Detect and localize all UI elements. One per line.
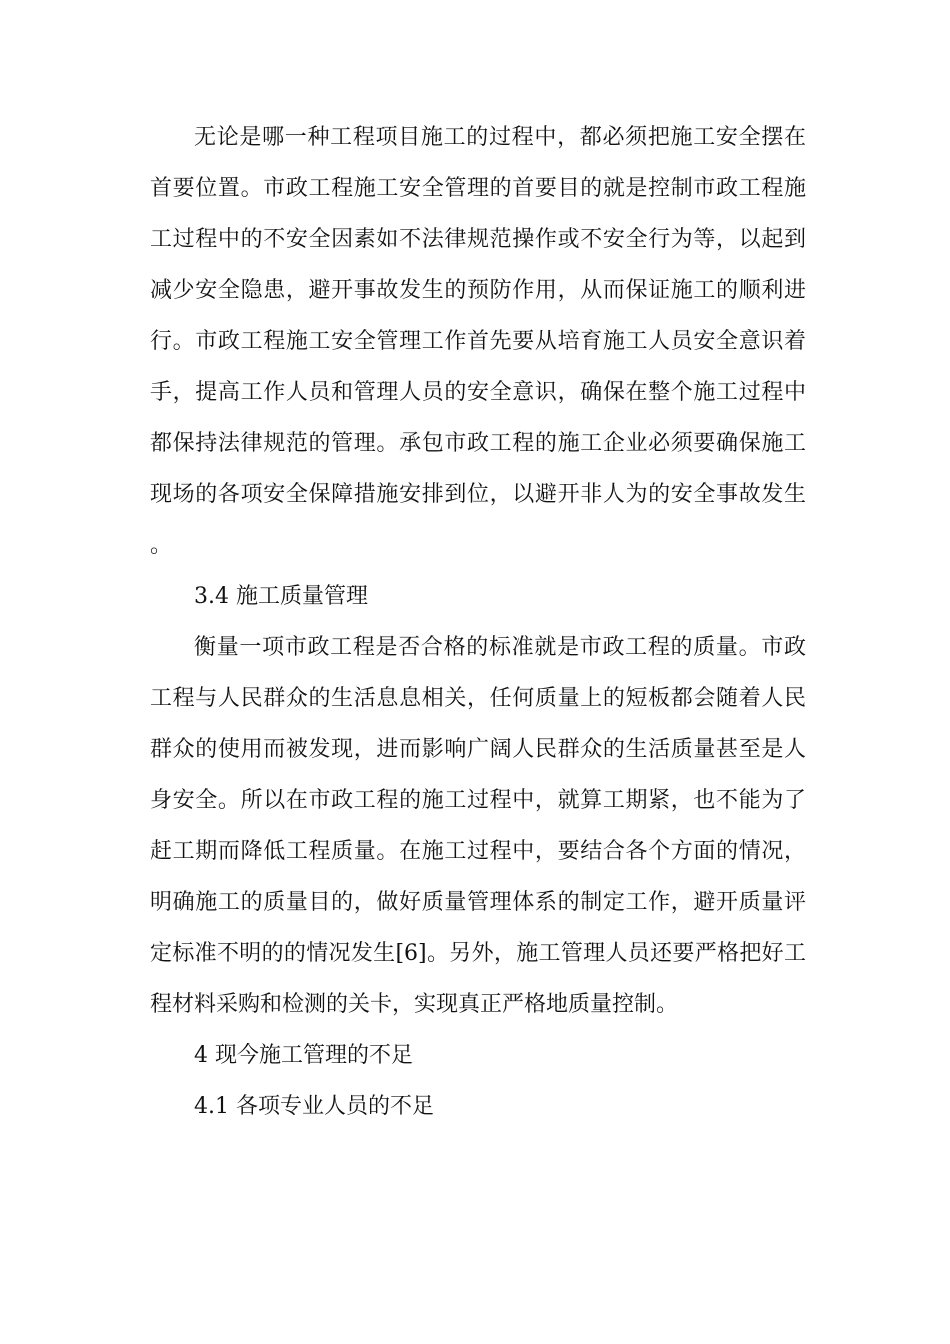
document-body [150,112,806,1132]
heading-3-4-quality-management: 3.4 施工质量管理 [194,584,368,609]
heading-4-1-staff-shortage: 4.1 各项专业人员的不足 [194,1094,434,1119]
heading-4-current-shortcomings: 4 现今施工管理的不足 [194,1043,413,1068]
paragraph-quality-management: 衡量一项市政工程是否合格的标准就是市政工程的质量。市政工程与人民群众的生活息息相关，任何质量上的短板都会随着人民群众的使用而被发现，进而影响广阔人民群众的生活质量甚至是人身安全。所以在市政工程的施工过程中，就算工期紧，也不能为了赶工期而降低工程质量。在施工过程中，要结合各个方面的情况，明确施工的质量目的，做好质量管理体系的制定工作，避开质量评定标准不明的的情况发生[6]。另外，施工管理人员还要严格把好工程材料采购和检测的关卡，实现真正严格地质量控制。 [150,635,806,1017]
paragraph-construction-safety: 无论是哪一种工程项目施工的过程中，都必须把施工安全摆在首要位置。市政工程施工安全管理的首要目的就是控制市政工程施工过程中的不安全因素如不法律规范操作或不安全行为等，以起到减少安全隐患，避开事故发生的预防作用，从而保证施工的顺利进行。市政工程施工安全管理工作首先要从培育施工人员安全意识着手，提高工作人员和管理人员的安全意识，确保在整个施工过程中都保持法律规范的管理。承包市政工程的施工企业必须要确保施工现场的各项安全保障措施安排到位，以避开非人为的安全事故发生。 [150,125,806,558]
